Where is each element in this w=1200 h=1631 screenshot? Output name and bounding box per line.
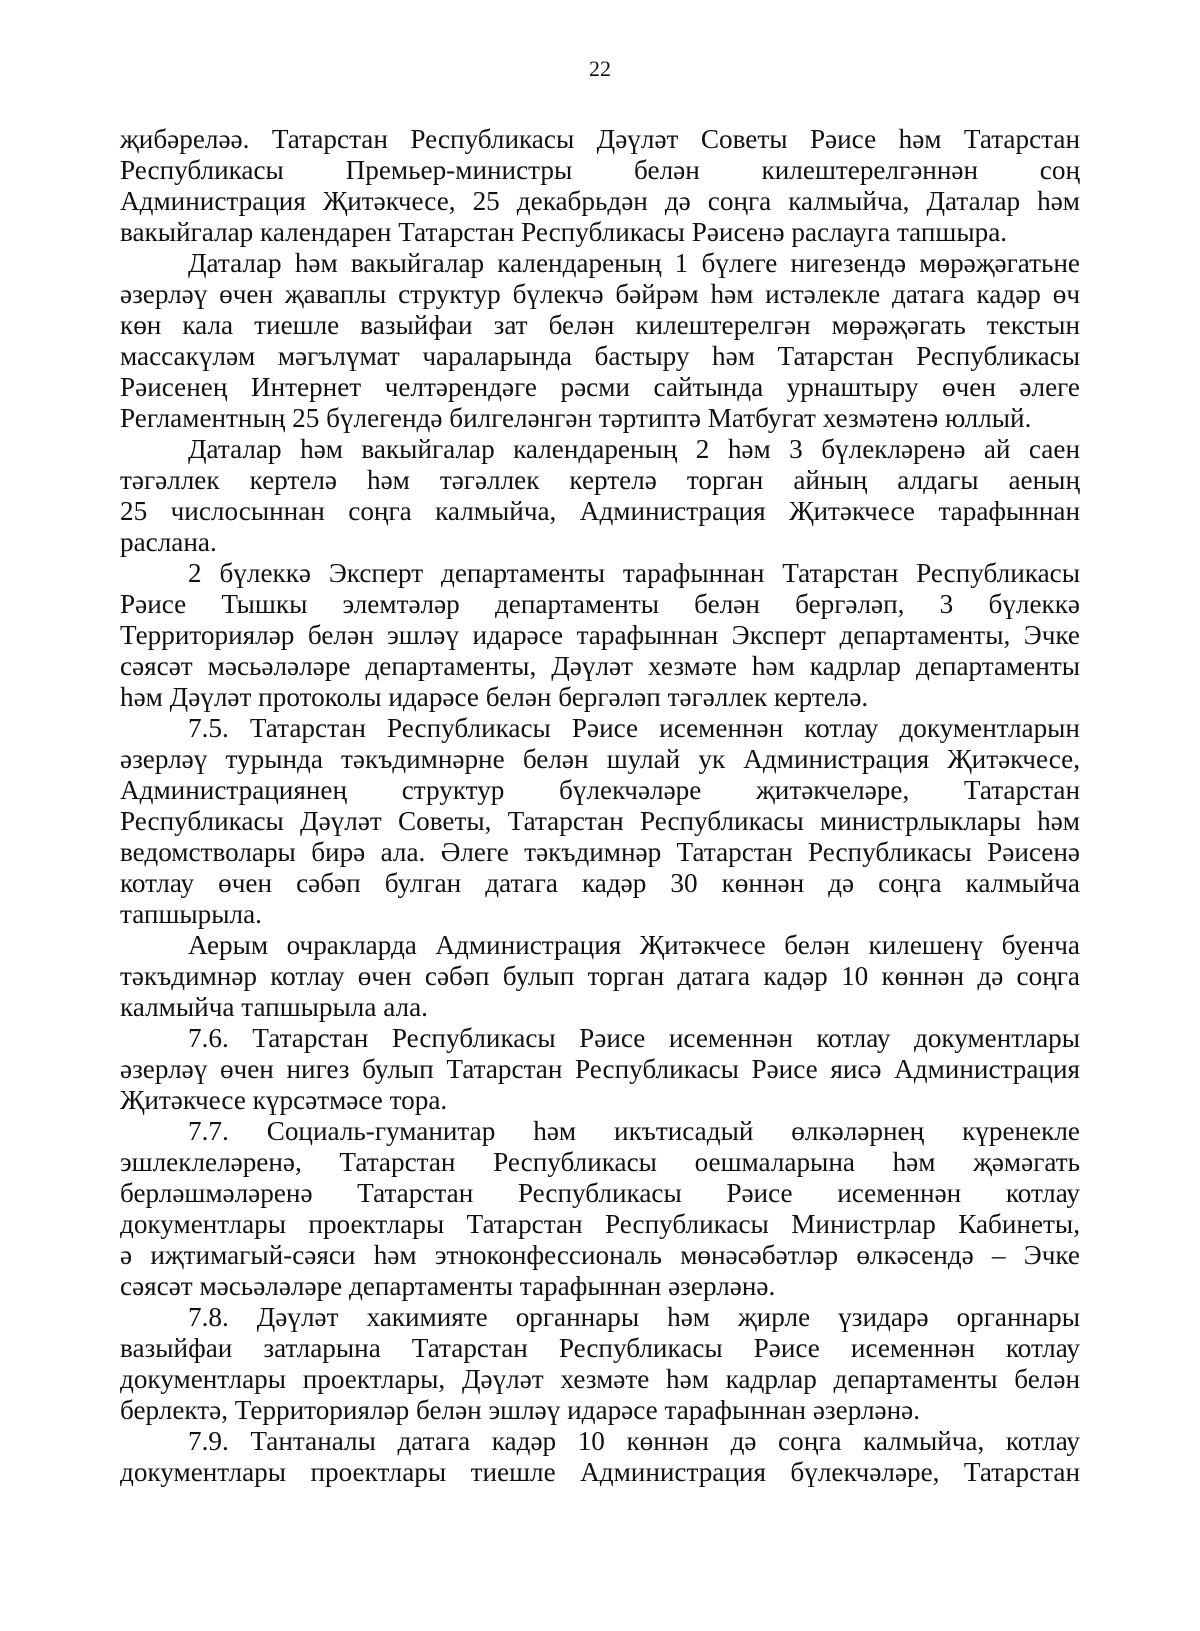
text-line: сәясәт мәсьәләләре департаменты, Дәүләт хезмәте һәм кадрлар департаменты bbox=[120, 651, 1080, 681]
paragraph bbox=[120, 558, 1080, 713]
text-line: һәм Дәүләт протоколы идарәсе белән бергәләп тәгәллек кертелә. bbox=[120, 682, 869, 712]
paragraph bbox=[120, 713, 1080, 930]
text-line: берлектә, Территорияләр белән эшләү идарәсе тарафыннан әзерләнә. bbox=[120, 1395, 920, 1425]
paragraph bbox=[120, 930, 1080, 1023]
text-line: котлау өчен сәбәп булган датага кадәр 30 көннән дә соңга калмыйча bbox=[120, 868, 1080, 898]
text-line: вакыйгалар календарен Татарстан Республикасы Рәисенә раслауга тапшыра. bbox=[120, 217, 1008, 247]
text-line: раслана. bbox=[120, 527, 217, 557]
paragraph bbox=[120, 1302, 1080, 1426]
paragraph bbox=[120, 434, 1080, 558]
text-line: эшлеклеләренә, Татарстан Республикасы оешмаларына һәм җәмәгать bbox=[120, 1147, 1080, 1177]
text-line: ә иҗтимагый-сәяси һәм этноконфессиональ мөнәсәбәтләр өлкәсендә – Эчке bbox=[120, 1240, 1080, 1270]
paragraph bbox=[120, 1116, 1080, 1302]
text-line: документлары проектлары тиешле Администрация бүлекчәләре, Татарстан bbox=[120, 1457, 1080, 1487]
text-line: Территорияләр белән эшләү идарәсе тарафыннан Эксперт департаменты, Эчке bbox=[120, 620, 1080, 650]
text-line: Республикасы Премьер-министры белән килештерелгәннән соң bbox=[120, 155, 1080, 185]
text-line: ведомстволары бирә ала. Әлеге тәкъдимнәр Татарстан Республикасы Рәисенә bbox=[120, 837, 1080, 867]
text-line: Администрация Җитәкчесе, 25 декабрьдән дә соңга калмыйча, Даталар һәм bbox=[120, 186, 1080, 216]
text-line: Даталар һәм вакыйгалар календареның 2 һәм 3 бүлекләренә ай саен bbox=[188, 434, 1080, 464]
text-line: әзерләү өчен нигез булып Татарстан Республикасы Рәисе яисә Администрация bbox=[120, 1054, 1080, 1084]
text-line: җибәреләә. Татарстан Республикасы Дәүләт Советы Рәисе һәм Татарстан bbox=[120, 124, 1080, 154]
text-line: Җитәкчесе күрсәтмәсе тора. bbox=[120, 1085, 448, 1115]
text-line: тәкъдимнәр котлау өчен сәбәп булып торган датага кадәр 10 көннән дә соңга bbox=[120, 961, 1080, 991]
page-number: 22 bbox=[589, 56, 611, 81]
text-line: массакүләм мәгълүмат чараларында бастыру һәм Татарстан Республикасы bbox=[120, 341, 1080, 371]
text-line: Даталар һәм вакыйгалар календареның 1 бүлеге нигезендә мөрәҗәгатьне bbox=[188, 248, 1080, 278]
text-line: сәясәт мәсьәләләре департаменты тарафыннан әзерләнә. bbox=[120, 1271, 776, 1301]
paragraph bbox=[120, 1023, 1080, 1116]
text-line: калмыйча тапшырыла ала. bbox=[120, 992, 428, 1022]
text-line: 25 числосыннан соңга калмыйча, Администрация Җитәкчесе тарафыннан bbox=[120, 496, 1080, 526]
text-line: 7.5. Татарстан Республикасы Рәисе исеменнән котлау документларын bbox=[188, 713, 1080, 743]
text-line: 7.7. Социаль-гуманитар һәм икътисадый өлкәләрнең күренекле bbox=[188, 1116, 1080, 1146]
paragraph bbox=[120, 248, 1080, 434]
text-line: вазыйфаи затларына Татарстан Республикасы Рәисе исеменнән котлау bbox=[120, 1333, 1080, 1363]
text-line: Рәисе Тышкы элемтәләр департаменты белән бергәләп, 3 бүлеккә bbox=[120, 589, 1080, 619]
paragraph bbox=[120, 1426, 1080, 1488]
text-line: Регламентның 25 бүлегендә билгеләнгән тәртиптә Матбугат хезмәтенә юллый. bbox=[120, 403, 1032, 433]
text-line: Рәисенең Интернет челтәрендәге рәсми сайтында урнаштыру өчен әлеге bbox=[120, 372, 1080, 402]
text-line: 2 бүлеккә Эксперт департаменты тарафыннан Татарстан Республикасы bbox=[188, 558, 1080, 588]
document-body bbox=[120, 124, 1080, 1488]
text-line: берләшмәләренә Татарстан Республикасы Рәисе исеменнән котлау bbox=[120, 1178, 1080, 1208]
text-line: тәгәллек кертелә һәм тәгәллек кертелә торган айның алдагы аеның bbox=[120, 465, 1080, 495]
text-line: Республикасы Дәүләт Советы, Татарстан Республикасы министрлыклары һәм bbox=[120, 806, 1080, 836]
text-line: тапшырыла. bbox=[120, 899, 262, 929]
text-line: әзерләү турында тәкъдимнәрне белән шулай ук Администрация Җитәкчесе, bbox=[120, 744, 1080, 774]
text-line: документлары проектлары Татарстан Республикасы Министрлар Кабинеты, bbox=[120, 1209, 1080, 1239]
text-line: 7.9. Тантаналы датага кадәр 10 көннән дә соңга калмыйча, котлау bbox=[188, 1426, 1080, 1456]
text-line: документлары проектлары, Дәүләт хезмәте һәм кадрлар департаменты белән bbox=[120, 1364, 1080, 1394]
text-line: Администрациянең структур бүлекчәләре җитәкчеләре, Татарстан bbox=[120, 775, 1080, 805]
paragraph bbox=[120, 124, 1080, 248]
text-line: 7.8. Дәүләт хакимияте органнары һәм җирле үзидарә органнары bbox=[188, 1302, 1080, 1332]
text-line: көн кала тиешле вазыйфаи зат белән килештерелгән мөрәҗәгать текстын bbox=[120, 310, 1080, 340]
text-line: 7.6. Татарстан Республикасы Рәисе исеменнән котлау документлары bbox=[188, 1023, 1080, 1053]
text-line: Аерым очракларда Администрация Җитәкчесе белән килешенү буенча bbox=[188, 930, 1080, 960]
text-line: әзерләү өчен җаваплы структур бүлекчә бәйрәм һәм истәлекле датага кадәр өч bbox=[120, 279, 1080, 309]
